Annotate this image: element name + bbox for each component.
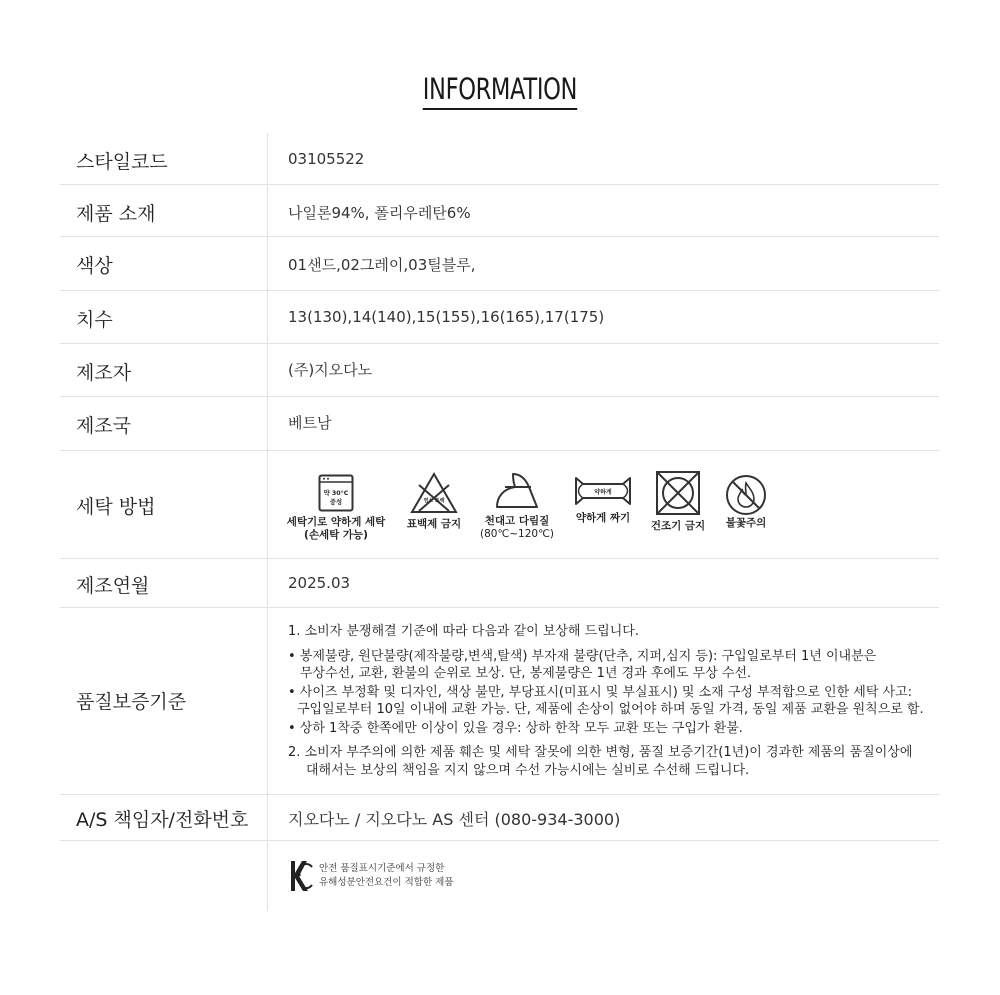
row-date	[60, 559, 939, 608]
svg-text:중성: 중성	[329, 499, 343, 506]
row-label: A/S 책임자/전화번호	[76, 809, 249, 831]
quality-line: 2. 소비자 부주의에 의한 제품 훼손 및 세탁 잘못에 의한 변형, 품질 보증기간(1년)이 경과한 제품의 품질이상에	[288, 745, 913, 760]
icon-caption: 천대고 다림질	[484, 515, 550, 527]
row-style-code	[60, 133, 939, 185]
wash-icons	[286, 466, 786, 556]
row-value: 베트남	[288, 414, 332, 432]
no-dryer-icon	[655, 470, 701, 516]
row-label: 제조자	[76, 362, 132, 384]
iron-item	[478, 471, 556, 541]
kc-mark-icon	[288, 858, 314, 894]
icon-caption: 불꽃주의	[725, 517, 767, 529]
row-color	[60, 237, 939, 291]
wring-icon	[573, 474, 633, 508]
row-maker	[60, 344, 939, 397]
row-label: 세탁 방법	[76, 496, 156, 518]
kc-certification	[288, 858, 454, 898]
row-value: (주)지오다노	[288, 361, 373, 379]
icon-caption: 세탁기로 약하게 세탁	[286, 516, 386, 528]
row-as	[60, 795, 939, 841]
row-label: 품질보증기준	[76, 691, 187, 713]
no-dryer-item	[642, 470, 714, 533]
row-country	[60, 397, 939, 451]
row-value: 나일론94%, 폴리우레탄6%	[288, 204, 471, 222]
icon-caption: 약하게 짜기	[575, 512, 631, 524]
icon-caption: 건조기 금지	[650, 520, 706, 532]
iron-icon	[493, 471, 541, 511]
quality-line: • 상하 1착중 한쪽에만 이상이 있을 경우: 상하 한착 모두 교환 또는 구입가 환불.	[288, 721, 743, 736]
quality-line: 대해서는 보상의 책임을 지지 않으며 수선 가능시에는 실비로 수선해 드립니다.	[306, 763, 750, 778]
fire-caution-icon	[725, 474, 767, 516]
svg-text:약하게: 약하게	[594, 489, 612, 496]
row-label: 제조국	[76, 415, 132, 437]
wring-item	[568, 474, 638, 525]
row-label: 색상	[76, 255, 113, 277]
icon-caption: (80℃~120℃)	[480, 528, 554, 540]
icon-caption: (손세탁 가능)	[304, 529, 368, 541]
quality-line: • 봉제불량, 원단불량(제작불량,변색,탈색) 부자재 불량(단추, 지퍼,심지 등): 구입일로부터 1년 이내분은	[288, 649, 877, 664]
page-title: INFORMATION	[0, 72, 1000, 110]
machine-wash-icon	[318, 474, 354, 512]
no-bleach-item	[399, 472, 469, 531]
quality-line: • 사이즈 부정확 및 디자인, 색상 불만, 부당표시(미표시 및 부실표시) 및 소재 구성 부적합으로 인한 세탁 사고:	[288, 685, 913, 700]
row-size	[60, 291, 939, 344]
quality-line: 무상수선, 교환, 환불의 순위로 보상. 단, 봉제불량은 1년 경과 후에도 무상 수선.	[300, 666, 752, 681]
row-value: 지오다노 / 지오다노 AS 센터 (080-934-3000)	[288, 810, 621, 829]
row-label: 제품 소재	[76, 203, 156, 225]
kc-text: 안전 품질표시기준에서 규정한 유해성분안전요건이 적합한 제품	[319, 863, 454, 888]
row-material	[60, 185, 939, 237]
row-value: 03105522	[288, 150, 365, 168]
fire-caution-item	[716, 474, 776, 530]
svg-text:염소 표백: 염소 표백	[423, 498, 445, 504]
icon-caption: 표백제 금지	[406, 518, 462, 530]
row-label: 제조연월	[76, 575, 150, 597]
quality-line: 1. 소비자 분쟁해결 기준에 따라 다음과 같이 보상해 드립니다.	[288, 624, 639, 639]
row-value: 13(130),14(140),15(155),16(165),17(175)	[288, 308, 605, 326]
quality-line: 구입일로부터 10일 이내에 교환 가능. 단, 제품에 손상이 없어야 하며 동일 가격, 동일 제품 교환을 원칙으로 함.	[297, 702, 924, 717]
row-label: 치수	[76, 309, 113, 331]
row-label: 스타일코드	[76, 151, 168, 173]
svg-text:약 30°C: 약 30°C	[323, 490, 349, 497]
row-value: 2025.03	[288, 574, 351, 592]
machine-wash-item	[286, 474, 386, 542]
no-bleach-icon	[410, 472, 458, 514]
row-value: 01샌드,02그레이,03틸블루,	[288, 256, 476, 274]
